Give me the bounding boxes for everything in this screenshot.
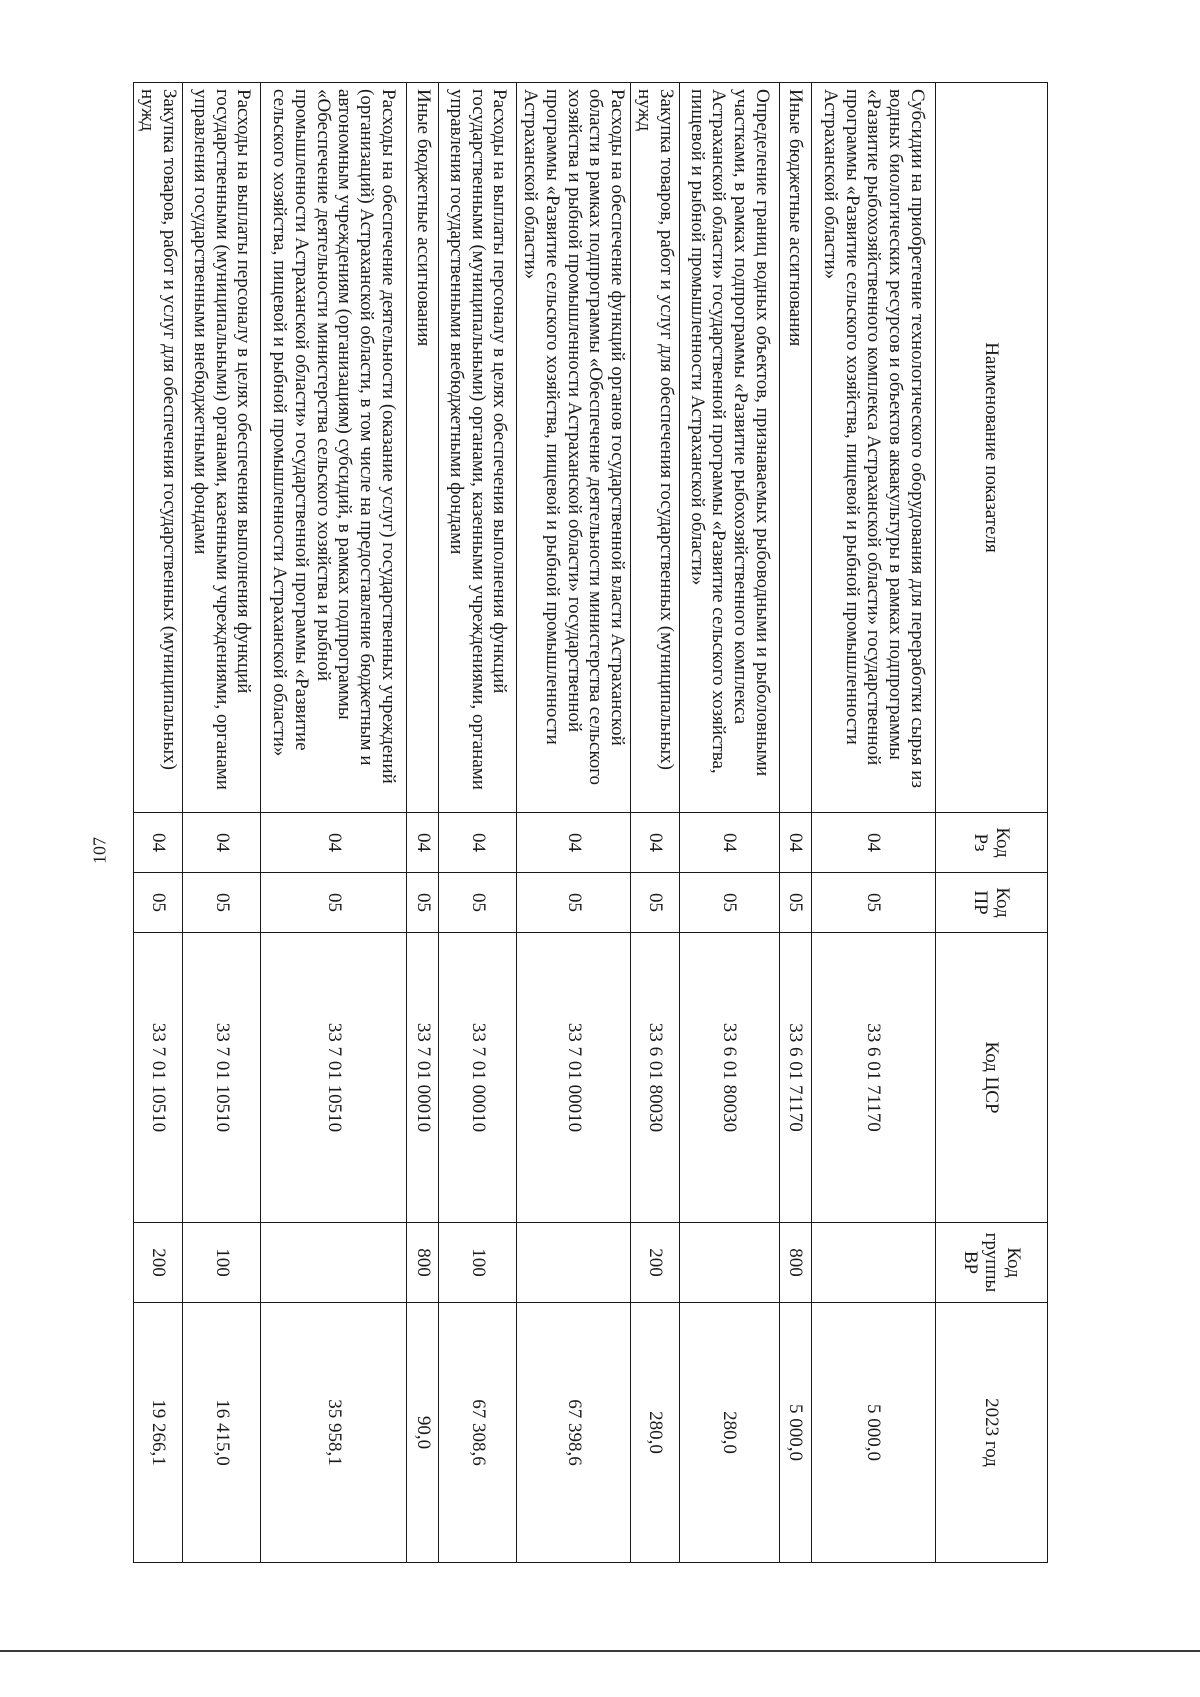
cell-vr: 800 [407,1223,439,1303]
budget-table [133,82,1048,1563]
cell-csr: 33 7 01 10510 [134,933,183,1223]
cell-pr: 05 [134,873,183,933]
cell-rz: 04 [780,813,812,873]
cell-pr: 05 [183,873,261,933]
cell-pr: 05 [780,873,812,933]
table-row [134,83,183,1563]
cell-vr [261,1223,407,1303]
cell-amount: 280,0 [680,1303,780,1563]
rotated-table-container [137,82,1048,1562]
cell-vr [517,1223,631,1303]
table-row [261,83,407,1563]
cell-name: Иные бюджетные ассигнования [780,83,812,813]
cell-pr: 05 [261,873,407,933]
table-header-row [936,83,1048,1563]
cell-amount: 5 000,0 [812,1303,936,1563]
cell-name: Закупка товаров, работ и услуг для обеспечения государственных (муниципальных) нужд [134,83,183,813]
cell-vr [812,1223,936,1303]
cell-vr [680,1223,780,1303]
cell-rz: 04 [812,813,936,873]
cell-name: Расходы на выплаты персоналу в целях обеспечения выполнения функций государственными (муниципальными) органами, казенными учреждениями, органами управления государственными внебюджетными фондами [183,83,261,813]
cell-csr: 33 6 01 80030 [680,933,780,1223]
cell-vr: 200 [631,1223,680,1303]
cell-amount: 280,0 [631,1303,680,1563]
header-name: Наименование показателя [936,83,1048,813]
cell-amount: 67 398,6 [517,1303,631,1563]
cell-rz: 04 [134,813,183,873]
table-row [407,83,439,1563]
cell-name: Иные бюджетные ассигнования [407,83,439,813]
cell-amount: 90,0 [407,1303,439,1563]
cell-vr: 800 [780,1223,812,1303]
cell-csr: 33 6 01 71170 [780,933,812,1223]
cell-rz: 04 [439,813,517,873]
cell-name: Расходы на обеспечение деятельности (оказание услуг) государственных учреждений (организаций) Астраханской области, в том числе на предоставление бюджетным и автономным учреждениям (организациям) субсидий, в рамках подпрограммы «Обеспечение деятельности министерства сельского хозяйства и рыбной промышленности Астраханской области» государственной программы «Развитие сельского хозяйства, пищевой и рыбной промышленности Астраханской области» [261,83,407,813]
cell-csr: 33 6 01 80030 [631,933,680,1223]
cell-pr: 05 [439,873,517,933]
cell-name: Определение границ водных объектов, признаваемых рыбоводными и рыболовными участками, в рамках подпрограммы «Развитие рыбохозяйственного комплекса Астраханской области» государственной программы «Развитие сельского хозяйства, пищевой и рыбной промышленности Астраханской области» [680,83,780,813]
cell-amount: 19 266,1 [134,1303,183,1563]
cell-rz: 04 [680,813,780,873]
header-year: 2023 год [936,1303,1048,1563]
cell-csr: 33 7 01 10510 [261,933,407,1223]
cell-vr: 100 [183,1223,261,1303]
cell-amount: 16 415,0 [183,1303,261,1563]
table-row [517,83,631,1563]
cell-name: Расходы на обеспечение функций органов государственной власти Астраханской области в рамках подпрограммы «Обеспечение деятельности министерства сельского хозяйства и рыбной промышленности Астраханской области» государственной программы «Развитие сельского хозяйства, пищевой и рыбной промышленности Астраханской области» [517,83,631,813]
table-row [631,83,680,1563]
cell-pr: 05 [680,873,780,933]
cell-pr: 05 [812,873,936,933]
cell-rz: 04 [183,813,261,873]
table-row [439,83,517,1563]
cell-csr: 33 7 01 00010 [439,933,517,1223]
table-row [812,83,936,1563]
table-row [183,83,261,1563]
cell-name: Закупка товаров, работ и услуг для обеспечения государственных (муниципальных) нужд [631,83,680,813]
cell-csr: 33 7 01 10510 [183,933,261,1223]
cell-csr: 33 7 01 00010 [407,933,439,1223]
table-row [780,83,812,1563]
cell-rz: 04 [407,813,439,873]
cell-rz: 04 [631,813,680,873]
cell-vr: 100 [439,1223,517,1303]
header-vr: Код группы ВР [936,1223,1048,1303]
header-csr: Код ЦСР [936,933,1048,1223]
cell-csr: 33 7 01 00010 [517,933,631,1223]
cell-rz: 04 [261,813,407,873]
cell-pr: 05 [631,873,680,933]
cell-amount: 35 958,1 [261,1303,407,1563]
cell-name: Расходы на выплаты персоналу в целях обеспечения выполнения функций государственными (муниципальными) органами, казенными учреждениями, органами управления государственными внебюджетными фондами [439,83,517,813]
scan-edge-line [0,1650,1200,1652]
cell-rz: 04 [517,813,631,873]
cell-vr: 200 [134,1223,183,1303]
page-number: 107 [89,837,110,864]
cell-amount: 67 308,6 [439,1303,517,1563]
header-pr: Код ПР [936,873,1048,933]
table-row [680,83,780,1563]
cell-pr: 05 [407,873,439,933]
cell-pr: 05 [517,873,631,933]
cell-amount: 5 000,0 [780,1303,812,1563]
cell-csr: 33 6 01 71170 [812,933,936,1223]
header-rz: Код Рз [936,813,1048,873]
cell-name: Субсидии на приобретение технологического оборудования для переработки сырья из водных биологических ресурсов и объектов аквакультуры в рамках подпрограммы «Развитие рыбохозяйственного комплекса Астраханской области» государственной программы «Развитие сельского хозяйства, пищевой и рыбной промышленности Астраханской области» [812,83,936,813]
